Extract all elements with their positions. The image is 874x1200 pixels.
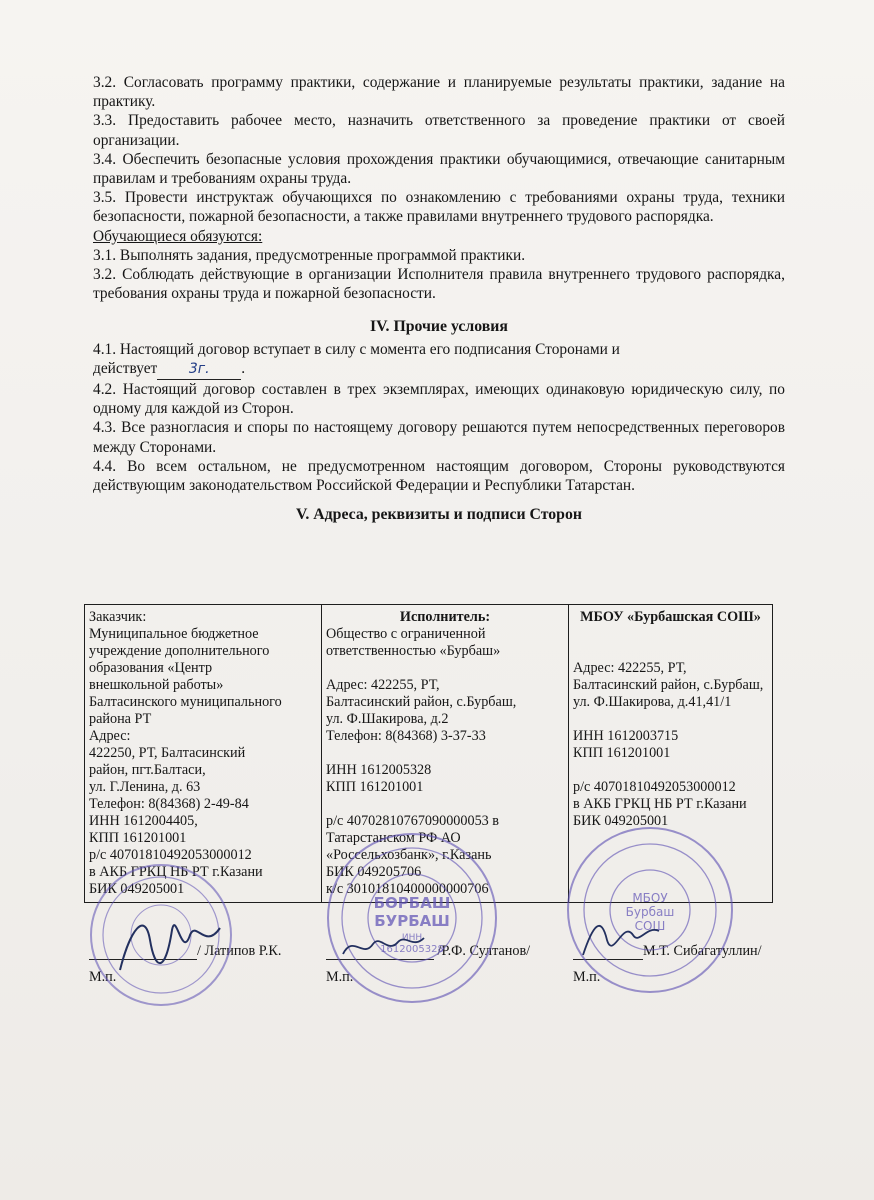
executor-stamp-name-ru: БУРБАШ [374, 912, 450, 930]
school-stamp-line3: СОШ [634, 919, 666, 933]
executor-stamp-name-tt: БӨРБАШ [373, 894, 451, 912]
customer-line: ИНН 1612004405, [89, 813, 198, 829]
school-mp: М.п. [573, 969, 601, 985]
executor-mp: М.п. [326, 969, 354, 985]
school-heading: МБОУ «Бурбашская СОШ» [580, 609, 761, 625]
section-4-title: IV. Прочие условия [370, 318, 508, 336]
executor-line: р/с 40702810767090000053 в [326, 813, 500, 829]
school-line: БИК 049205001 [573, 813, 669, 829]
customer-line: КПП 161201001 [89, 830, 187, 846]
school-line: р/с 40701810492053000012 [573, 779, 736, 795]
executor-line: КПП 161201001 [326, 779, 424, 795]
school-stamp-line2: Бурбаш [625, 905, 675, 919]
customer-signatory: / Латипов Р.К. [197, 943, 282, 959]
school-stamp-line1: МБОУ [632, 891, 668, 905]
executor-line: к/с 30101810400000000706 [326, 881, 489, 897]
requisites-table [84, 604, 773, 985]
clause-3-5: 3.5. Провести инструктаж обучающихся по ознакомлению с требованиями охраны труда, техники безопасности, пожарной безопасности, а также правилами внутреннего трудового распорядка. [93, 189, 785, 226]
school-line: Балтасинский район, с.Бурбаш, [573, 677, 764, 693]
customer-line: Муниципальное бюджетное [89, 626, 259, 642]
customer-line: Телефон: 8(84368) 2-49-84 [89, 796, 249, 812]
executor-signature-row [326, 943, 564, 960]
clause-3-3: 3.3. Предоставить рабочее место, назначить ответственного за проведение практики от своей организации. [93, 112, 785, 149]
customer-line: район, пгт.Балтаси, [89, 762, 206, 778]
customer-line: 422250, РТ, Балтасинский [89, 745, 246, 761]
students-heading: Обучающиеся обязуются: [93, 227, 263, 245]
executor-signatory: /Р.Ф. Султанов/ [437, 943, 531, 959]
clause-3-4: 3.4. Обеспечить безопасные условия прохождения практики обучающимися, отвечающие санитарным правилам и требованиям охраны труда. [93, 150, 785, 188]
clause-3-2: 3.2. Согласовать программу практики, содержание и планируемые результаты практики, задание на практику. [93, 74, 785, 111]
student-clause-3-1: 3.1. Выполнять задания, предусмотренные программой практики. [93, 246, 526, 264]
school-line: в АКБ ГРКЦ НБ РТ г.Казани [573, 796, 747, 812]
customer-line: учреждение дополнительного [89, 643, 270, 659]
customer-line: внешкольной работы» [89, 677, 224, 693]
executor-stamp-inn: 1612005328 [380, 944, 444, 955]
customer-signature-icon [110, 900, 230, 980]
executor-line: «Россельхозбанк», г.Казань [326, 847, 492, 863]
executor-line: ул. Ф.Шакирова, д.2 [326, 711, 449, 727]
school-signature-row [573, 943, 768, 960]
customer-heading: Заказчик [89, 609, 143, 625]
executor-stamp-inn-label: ИНН [401, 933, 423, 943]
executor-heading: Исполнитель: [399, 609, 491, 625]
signature-line [573, 959, 643, 960]
customer-line: Балтасинского муниципального [89, 694, 282, 710]
customer-line: ул. Г.Ленина, д. 63 [89, 779, 201, 795]
clause-4-1-text: 4.1. Настоящий договор вступает в силу с момента его подписания Сторонами и [93, 340, 620, 358]
executor-line: Балтасинский район, с.Бурбаш, [326, 694, 517, 710]
school-line: Адрес: 422255, РТ, [573, 660, 687, 676]
section-5-title: V. Адреса, реквизиты и подписи Сторон [296, 506, 582, 524]
customer-line: образования «Центр [89, 660, 213, 676]
executor-line: Адрес: 422255, РТ, [326, 677, 440, 693]
customer-cell: Заказчик: Муниципальное бюджетное учреждение дополнительного образования «Центр внешкольной работы» Балтасинского муниципального района РТ Адрес: 422250, РТ, Балтасинский район, пгт.Балтаси, ул. Г.Ленина, д. 63 Телефон: 8(84368) 2-49-84 ИНН 1612004405, КПП 161201001 р/с 40701810492053000012 в АКБ ГРКЦ НБ РТ г.Казани БИК 049205001 / Латипов Р.К. М.п. [85, 605, 322, 903]
document-body [93, 73, 785, 530]
executor-cell [322, 605, 569, 985]
customer-signature-row [89, 943, 317, 960]
executor-line: Татарстанском РФ АО [326, 830, 461, 846]
customer-line: района РТ [89, 711, 152, 727]
executor-line: Телефон: 8(84368) 3-37-33 [326, 728, 486, 744]
clause-4-3: 4.3. Все разногласия и споры по настоящему договору решаются путем непосредственных переговоров между Сторонами. [93, 419, 785, 456]
school-signatory: М.Т. Сибагатуллин/ [643, 943, 762, 959]
school-cell [569, 605, 773, 985]
executor-line: ИНН 1612005328 [326, 762, 432, 778]
term-fill-in: 3г. [157, 360, 241, 380]
clause-4-1-cont: действует [93, 359, 158, 377]
signature-line [326, 959, 434, 960]
school-line: ул. Ф.Шакирова, д.41,41/1 [573, 694, 732, 710]
executor-line: БИК 049205706 [326, 864, 422, 880]
customer-mp: М.п. [89, 969, 117, 985]
student-clause-3-2: 3.2. Соблюдать действующие в организации Исполнителя правила внутреннего трудового распорядка, требования охраны труда и пожарной безопасности. [93, 266, 785, 303]
clause-4-4: 4.4. Во всем остальном, не предусмотренном настоящим договором, Стороны руководствуются действующим законодательством Российской Федерации и Республики Татарстан. [93, 457, 785, 495]
school-line: КПП 161201001 [573, 745, 671, 761]
clause-4-1: 4.1. Настоящий договор вступает в силу с момента его подписания Сторонами и действует 3г. . [93, 340, 785, 380]
customer-line: Адрес: [89, 728, 131, 744]
customer-line: БИК 049205001 [89, 881, 185, 897]
executor-line: ответственностью «Бурбаш» [326, 643, 501, 659]
customer-line: р/с 40701810492053000012 [89, 847, 252, 863]
school-line: ИНН 1612003715 [573, 728, 679, 744]
clause-4-2: 4.2. Настоящий договор составлен в трех экземплярах, имеющих одинаковую юридическую силу, по одному для каждой из Сторон. [93, 381, 785, 418]
customer-line: в АКБ ГРКЦ НБ РТ г.Казани [89, 864, 263, 880]
executor-line: Общество с ограниченной [326, 626, 486, 642]
signature-line [89, 959, 197, 960]
